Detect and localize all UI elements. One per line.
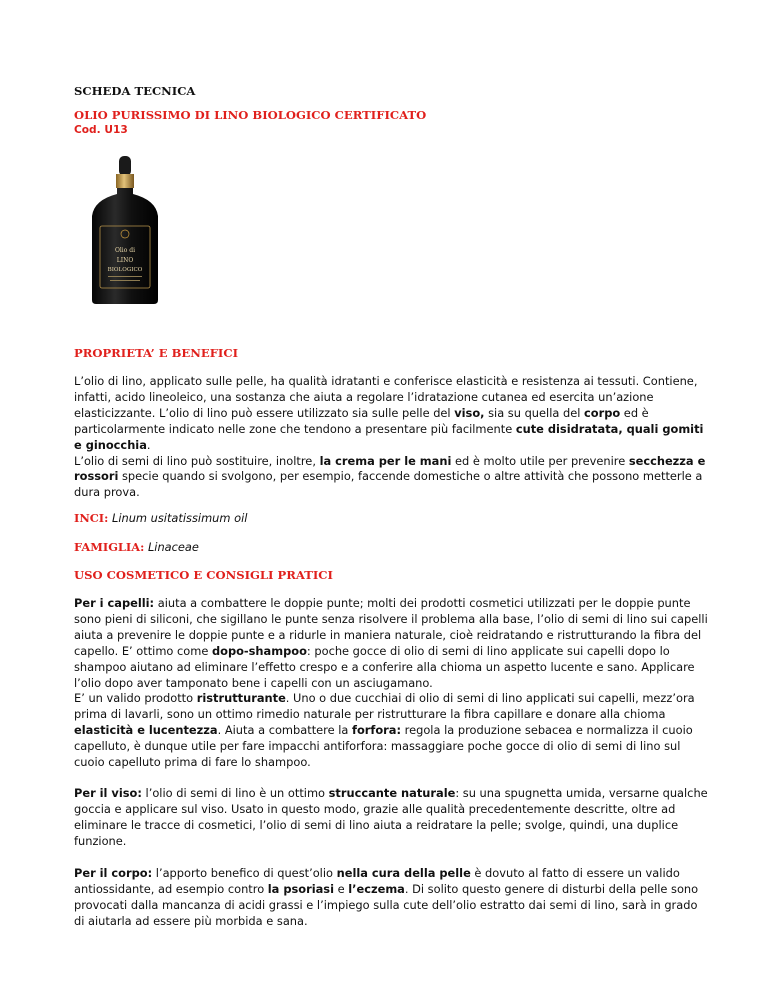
usage-heading: USO COSMETICO E CONSIGLI PRATICI <box>74 568 333 582</box>
usage-face <box>74 786 708 850</box>
inci-value: Linum usitatissimum oil <box>111 511 248 525</box>
usage-body <box>74 866 708 930</box>
family-value: Linaceae <box>147 540 199 554</box>
hair-paragraph: Per i capelli: aiuta a combattere le doppie punte; molti dei prodotti cosmetici utilizzati per le doppie punte sono pieni di siliconi, che sigillano le punte senza risolvere il problema alla base, l’olio di semi di lino sui capelli aiuta a prevenire le doppie punte e a ridurle in maniera naturale, cioè reidratando e ristrutturando la fibra del capello. E’ ottimo come dopo-shampoo: poche gocce di olio di semi di lino applicate sui capelli dopo lo shampoo aiutano ad eliminare l’effetto crespo e a conferire alla chioma un aspetto lucente e sano. Applicare l’olio dopo aver tamponato bene i capelli con un asciugamano. <box>74 596 708 690</box>
bottle-label-line2: LINO <box>116 257 134 264</box>
product-header <box>74 108 708 138</box>
bottle-label-line3: BIOLOGICO <box>107 267 143 273</box>
usage-section <box>74 568 708 582</box>
benefits-heading: PROPRIETA’ E BENEFICI <box>74 346 238 360</box>
benefits-body <box>74 374 708 501</box>
label-fine-print <box>110 280 140 281</box>
face-paragraph: Per il viso: l’olio di semi di lino è un ottimo struccante naturale: su una spugnetta umida, versarne qualche goccia e applicare sul viso. Usato in questo modo, grazie alle qualità precedentemente descritte, oltre ad eliminare le tracce di cosmetici, l’olio di semi di lino aiuta a reidratare la pelle; svolge, quindi, una duplice funzione. <box>74 786 708 848</box>
bottle-label-line1: Olio di <box>114 247 136 254</box>
label-fine-print <box>108 276 142 277</box>
family-label: FAMIGLIA: <box>74 540 145 554</box>
family-line <box>74 540 708 556</box>
bottle-body <box>92 188 158 304</box>
body-paragraph: Per il corpo: l’apporto benefico di quest’olio nella cura della pelle è dovuto al fatto di essere un valido antiossidante, ad esempio contro la psoriasi e l’eczema. Di solito questo genere di disturbi della pelle sono provocati dalla mancanza di acidi grassi e l’impiego sulla cute dell’olio estratto dai semi di lino, sarà in grado di aiutarla ad essere più morbida e sana. <box>74 866 699 928</box>
dropper-bulb <box>119 156 131 176</box>
inci-label: INCI: <box>74 511 109 525</box>
product-title: OLIO PURISSIMO DI LINO BIOLOGICO CERTIFICATO <box>74 108 427 122</box>
doc-type-heading: SCHEDA TECNICA <box>74 84 196 98</box>
usage-hair <box>74 596 708 771</box>
gold-collar <box>116 174 134 188</box>
product-bottle-image <box>86 154 164 306</box>
inci-line <box>74 511 708 527</box>
benefits-paragraph-2: L’olio di semi di lino può sostituire, inoltre, la crema per le mani ed è molto utile per prevenire secchezza e rossori specie quando si svolgono, per esempio, faccende domestiche o altre attività che possono metterle a dura prova. <box>74 453 706 500</box>
product-code: Cod. U13 <box>74 124 128 136</box>
benefits-section <box>74 346 708 360</box>
hair-paragraph-2: E’ un valido prodotto ristrutturante. Uno o due cucchiai di olio di semi di lino applicati sui capelli, mezz’ora prima di lavarli, sono un ottimo rimedio naturale per ristrutturare la fibra capillare e donare alla chioma elasticità e lucentezza. Aiuta a combattere la forfora: regola la produzione sebacea e normalizza il cuoio capelluto, è dunque utile per fare impacchi antiforfora: massaggiare poche gocce di olio di semi di lino sul cuoio capelluto prima di fare lo shampoo. <box>74 691 695 770</box>
benefits-paragraph-1: L’olio di lino, applicato sulle pelle, ha qualità idratanti e conferisce elasticità e resistenza ai tessuti. Contiene, infatti, acido lineoleico, una sostanza che aiuta a regolare l’idratazione cutanea ed esercita un’azione elasticizzante. L’olio di lino può essere utilizzato sia sulle pelle del viso, sia su quella del corpo ed è particolarmente indicato nelle zone che tendono a presentare più facilmente cute disidratata, quali gomiti e ginocchia. <box>74 374 704 452</box>
